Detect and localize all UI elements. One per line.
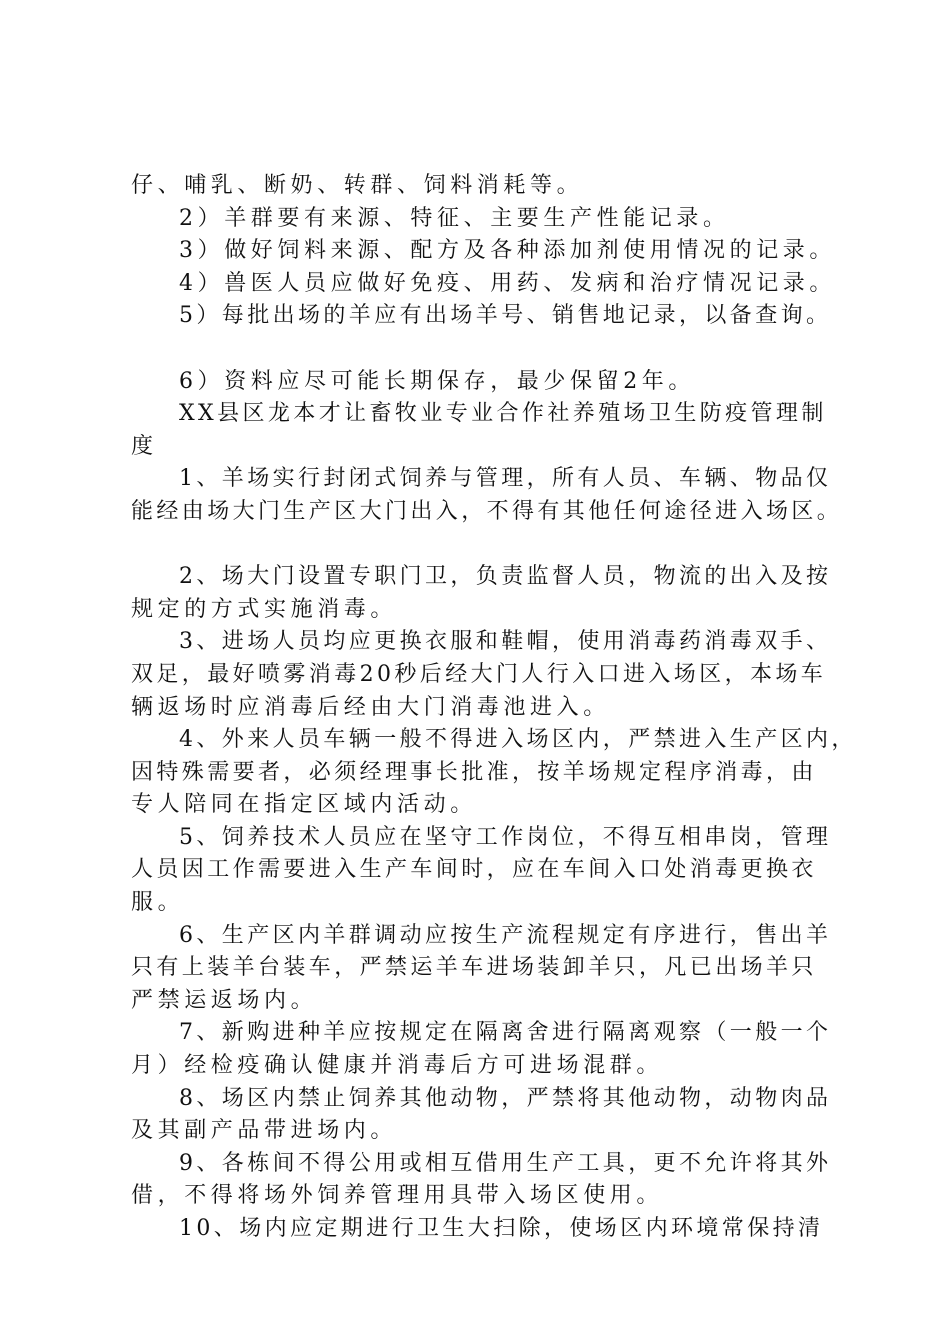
- text-line: 因特殊需要者，必须经理事长批准，按羊场规定程序消毒，由: [131, 759, 817, 785]
- section-title: XX县区龙本才让畜牧业专业合作社养殖场卫生防疫管理制: [179, 401, 827, 427]
- text-line: 规定的方式实施消毒。: [131, 596, 398, 622]
- text-line: 5）每批出场的羊应有出场羊号、销售地记录，以备查询。: [179, 303, 832, 329]
- text-line: 2、场大门设置专职门卫，负责监督人员，物流的出入及按: [179, 564, 832, 590]
- text-line: 7、新购进种羊应按规定在隔离舍进行隔离观察（一般一个: [179, 1020, 832, 1046]
- text-line: 借，不得将场外饲养管理用具带入场区使用。: [131, 1183, 664, 1209]
- text-line: 2）羊群要有来源、特征、主要生产性能记录。: [179, 205, 730, 231]
- blank-line: [131, 529, 831, 562]
- text-line: 辆返场时应消毒后经由大门消毒池进入。: [131, 694, 610, 720]
- text-line: 6、生产区内羊群调动应按生产流程规定有序进行，售出羊: [179, 922, 832, 948]
- text-line: 月）经检疫确认健康并消毒后方可进场混群。: [131, 1053, 664, 1079]
- text-line: 严禁运返场内。: [131, 987, 318, 1013]
- text-line: 8、场区内禁止饲养其他动物，严禁将其他动物，动物肉品: [179, 1085, 832, 1111]
- text-line: 6）资料应尽可能长期保存，最少保留2年。: [179, 368, 695, 394]
- text-line: 双足，最好喷雾消毒20秒后经大门人行入口进入场区，本场车: [131, 661, 827, 687]
- text-line: 服。: [131, 890, 185, 916]
- text-line: 4）兽医人员应做好免疫、用药、发病和治疗情况记录。: [179, 270, 836, 296]
- text-line: 只有上装羊台装车，严禁运羊车进场装卸羊只，凡已出场羊只: [131, 955, 817, 981]
- text-line: 10、场内应定期进行卫生大扫除，使场区内环境常保持清: [179, 1216, 824, 1241]
- blank-line: [131, 333, 831, 366]
- text-line: 5、饲养技术人员应在坚守工作岗位，不得互相串岗，管理: [179, 824, 832, 850]
- text-line: 人员因工作需要进入生产车间时，应在车间入口处消毒更换衣: [131, 857, 817, 883]
- text-line: 专人陪同在指定区域内活动。: [131, 792, 477, 818]
- text-line: 仔、哺乳、断奶、转群、饲料消耗等。: [131, 173, 584, 198]
- document-body: [131, 170, 857, 1246]
- text-line: 及其副产品带进场内。: [131, 1118, 398, 1144]
- text-line: 1、羊场实行封闭式饲养与管理，所有人员、车辆、物品仅: [179, 466, 832, 492]
- section-title-continuation: 度: [131, 433, 158, 459]
- text-line: 3）做好饲料来源、配方及各种添加剂使用情况的记录。: [179, 238, 836, 264]
- text-line: 9、各栋间不得公用或相互借用生产工具，更不允许将其外: [179, 1150, 832, 1176]
- text-line: 能经由场大门生产区大门出入，不得有其他任何途径进入场区。: [131, 498, 843, 524]
- text-line: 3、进场人员均应更换衣服和鞋帽，使用消毒药消毒双手、: [179, 629, 832, 655]
- text-line: 4、外来人员车辆一般不得进入场区内，严禁进入生产区内，: [179, 727, 857, 753]
